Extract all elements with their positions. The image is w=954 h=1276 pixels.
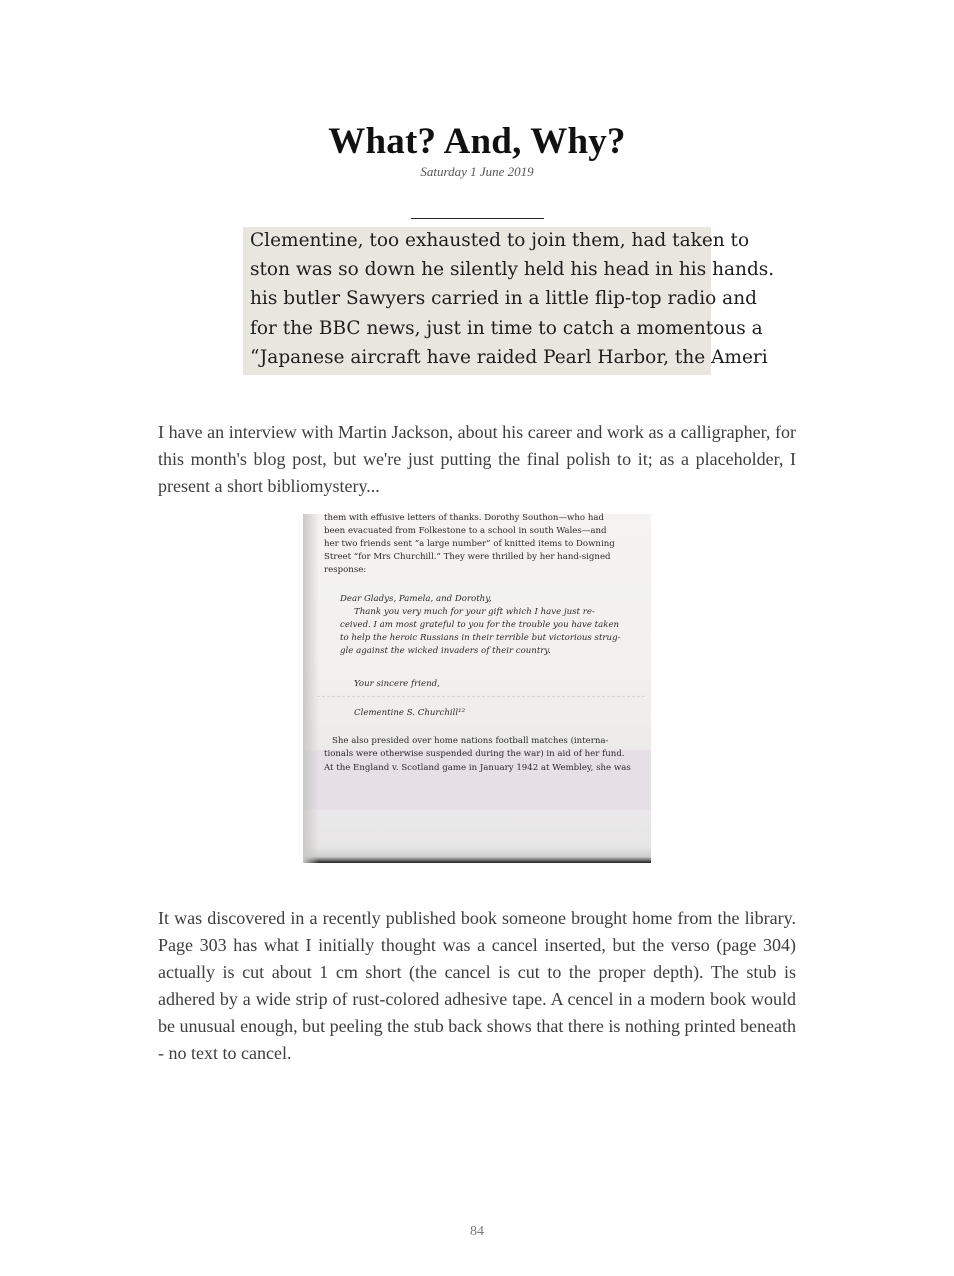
- excerpt-line: “Japanese aircraft have raided Pearl Harbor, the Ameri: [250, 347, 768, 368]
- page-line: her two friends sent “a large number” of knitted items to Downing: [324, 539, 615, 549]
- excerpt-line: Clementine, too exhausted to join them, had taken to: [250, 230, 750, 251]
- excerpt-line: his butler Sawyers carried in a little flip-top radio and: [250, 288, 757, 309]
- mystery-paragraph: It was discovered in a recently published book someone brought home from the library. Page 303 has what I initially thought was a cancel inserted, but the verso (page 304) actually is cut about 1 cm short (the cancel is cut to the proper depth). The stub is adhered by a wide strip of rust-colored adhesive tape. A cencel in a modern book would be unusual enough, but peeling the stub back shows that there is nothing printed beneath - no text to cancel.: [158, 908, 796, 1063]
- page-line: gle against the wicked invaders of their country.: [340, 646, 551, 656]
- page-line: them with effusive letters of thanks. Dorothy Southon—who had: [324, 513, 604, 523]
- page-number: 84: [470, 1224, 484, 1239]
- page-line: to help the heroic Russians in their terrible but victorious strug-: [340, 633, 621, 643]
- cancel-cut-edge: [317, 696, 645, 697]
- page-line: Clementine S. Churchill¹²: [354, 708, 466, 718]
- page-line: Thank you very much for your gift which I have just re-: [354, 607, 595, 617]
- book-page-photo: [303, 514, 651, 863]
- title-divider: [411, 218, 544, 219]
- page-line: Dear Gladys, Pamela, and Dorothy,: [340, 594, 492, 604]
- page-line: ceived. I am most grateful to you for the trouble you have taken: [340, 620, 620, 630]
- post-title: What? And, Why?: [328, 121, 626, 162]
- post-date: Saturday 1 June 2019: [420, 164, 534, 179]
- page-line: been evacuated from Folkestone to a school in south Wales—and: [324, 526, 607, 536]
- excerpt-line: for the BBC news, just in time to catch a momentous a: [250, 318, 763, 339]
- intro-paragraph: I have an interview with Martin Jackson, about his career and work as a calligrapher, for this month's blog post, but we're just putting the final polish to it; as a placeholder, I present a short bibliomystery...: [158, 422, 796, 496]
- page-line: Your sincere friend,: [354, 679, 440, 689]
- page-line: She also presided over home nations football matches (interna-: [332, 736, 609, 746]
- page-line: Street “for Mrs Churchill.” They were thrilled by her hand-signed: [324, 552, 611, 562]
- tape-strip: [303, 750, 651, 810]
- excerpt-line: ston was so down he silently held his head in his hands.: [250, 259, 775, 280]
- page-line: tionals were otherwise suspended during the war) in aid of her fund.: [324, 749, 625, 759]
- page-line: At the England v. Scotland game in January 1942 at Wembley, she was: [324, 763, 631, 773]
- book-excerpt-image-1: [243, 227, 775, 375]
- page-line: response:: [324, 565, 367, 575]
- page-bottom-shadow: [303, 810, 651, 863]
- gutter-shadow: [303, 514, 319, 863]
